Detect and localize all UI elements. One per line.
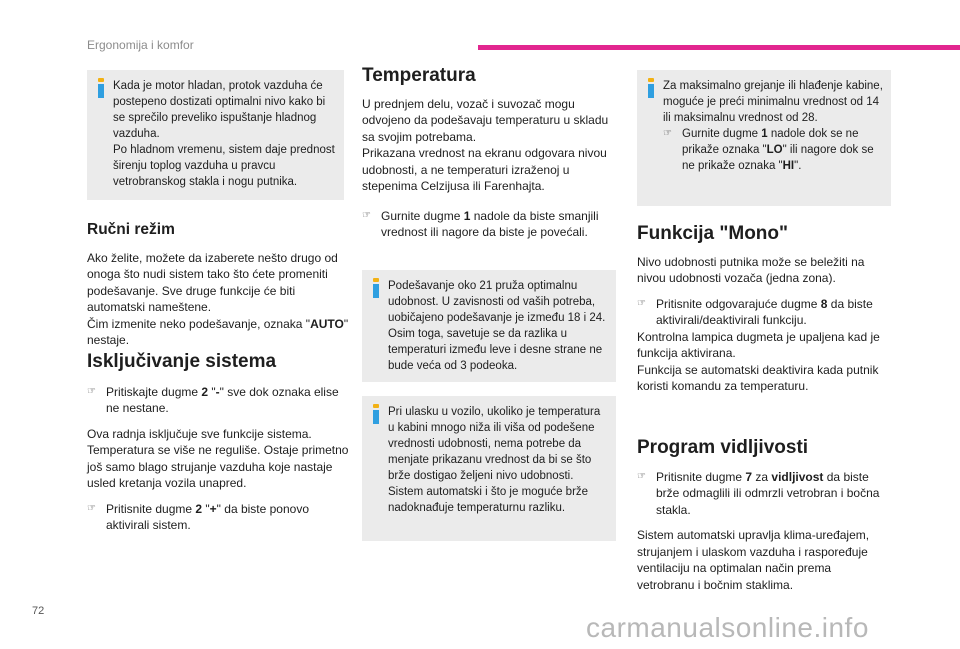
info-icon — [370, 404, 382, 424]
paragraph: Čim izmenite neko podešavanje, oznaka "AUTO" nestaje. — [87, 316, 349, 347]
note-text: Kada je motor hladan, protok vazduha će postepeno dostizati optimalni nivo kako bi se sprečilo preveliko ispuštanje hladnog vazduha. — [113, 80, 326, 140]
bullet-item: ☞ Gurnite dugme 1 nadole da biste smanjili vrednost ili nagore da biste je povećali. — [362, 208, 599, 239]
paragraph: Ako želite, možete da izaberete nešto drugo od onoga što nudi sistem tako što ćete promeniti podešavanje. Sve druge funkcije će biti automatski nameštene. — [87, 250, 338, 314]
note-text: Za maksimalno grejanje ili hlađenje kabine, moguće je preći minimalnu vrednost od 14 ili maksimalnu vrednost od 28. — [663, 80, 883, 124]
header-accent-bar — [478, 45, 960, 50]
note-cold-engine — [87, 70, 344, 200]
section-heading: Isključivanje sistema — [87, 351, 277, 372]
section-mono — [637, 223, 891, 395]
note-max-heating — [637, 70, 891, 206]
bullet-item: ☞ Pritisnite dugme 7 za vidljivost da biste brže odmaglili ili odmrzli vetrobran i bočna stakla. — [637, 469, 880, 517]
page-number: 72 — [32, 605, 45, 617]
section-temperature — [362, 65, 616, 241]
paragraph: Funkcija se automatski deaktivira kada putnik koristi komandu za temperaturu. — [637, 362, 879, 393]
arrow-bullet-icon: ☞ — [87, 385, 96, 397]
info-icon — [95, 78, 107, 98]
page-header-title: Ergonomija i komfor — [87, 38, 194, 52]
note-optimal-setting — [362, 270, 616, 382]
bullet-item: ☞ Pritisnite odgovarajuće dugme 8 da biste aktivirali/deaktivirali funkciju. — [637, 296, 873, 327]
bullet-item: ☞ Gurnite dugme 1 nadole dok se ne prikaže oznaka "LO" ili nagore dok se ne prikaže oznaka "HI". — [663, 128, 874, 172]
info-icon — [645, 78, 657, 98]
paragraph: Sistem automatski upravlja klima-uređajem, strujanjem i ulaskom vazduha i raspoređuje ventilaciju na optimalan način prema vetrobranu i bočnim staklima. — [637, 528, 870, 592]
section-manual-mode — [87, 222, 349, 349]
section-heading: Program vidljivosti — [637, 437, 809, 458]
note-text: Pri ulasku u vozilo, ukoliko je temperatura u kabini mnogo niža ili viša od podešene vrednosti udobnosti, nema potrebe da menjate prikazanu vrednost da bi se što brže dostigao željeni nivo udobnosti. Sistem automatski i što je moguće brže nadoknađuje temperaturnu razliku. — [388, 406, 601, 514]
bullet-item: ☞ Pritisnite dugme 2 "+" da biste ponovo aktivirali sistem. — [87, 501, 309, 532]
section-system-off — [87, 351, 349, 534]
arrow-bullet-icon: ☞ — [637, 297, 646, 309]
note-text: Podešavanje oko 21 pruža optimalnu udobnost. U zavisnosti od vaših potreba, uobičajeno podešavanje je između 18 i 24. Osim toga, savetuje se da razlika u temperaturi između leve i desne strane ne bude veća od 3 podeoka. — [388, 280, 606, 372]
arrow-bullet-icon: ☞ — [362, 209, 371, 221]
bullet-item: ☞ Pritiskajte dugme 2 "-" sve dok oznaka elise ne nestane. — [87, 384, 339, 415]
section-heading: Temperatura — [362, 65, 476, 86]
arrow-bullet-icon: ☞ — [637, 470, 646, 482]
section-heading: Funkcija "Mono" — [637, 223, 789, 244]
info-icon — [370, 278, 382, 298]
note-entering-vehicle — [362, 396, 616, 541]
section-heading: Ručni režim — [87, 221, 175, 238]
section-visibility — [637, 437, 891, 593]
paragraph: Kontrolna lampica dugmeta je upaljena kad je funkcija aktivirana. — [637, 329, 880, 360]
paragraph: U prednjem delu, vozač i suvozač mogu odvojeno da podešavaju temperaturu u skladu sa svojim potrebama. — [362, 96, 609, 144]
watermark: carmanualsonline.info — [586, 612, 869, 643]
arrow-bullet-icon: ☞ — [663, 128, 672, 139]
paragraph: Nivo udobnosti putnika može se beležiti na nivou udobnosti vozača (jedna zona). — [637, 254, 865, 285]
paragraph: Prikazana vrednost na ekranu odgovara nivou udobnosti, a ne temperaturi izraženoj u stepenima Celzijusa ili Farenhajta. — [362, 146, 607, 193]
arrow-bullet-icon: ☞ — [87, 502, 96, 514]
note-text: Po hladnom vremenu, sistem daje prednost širenju toplog vazduha u pravcu vetrobranskog stakla i nogu putnika. — [113, 144, 335, 188]
paragraph: Ova radnja isključuje sve funkcije sistema. Temperatura se više ne reguliše. Ostaje primetno još samo blago strujanje vazduha koje nastaje usled kretanja vozila unapred. — [87, 426, 349, 490]
